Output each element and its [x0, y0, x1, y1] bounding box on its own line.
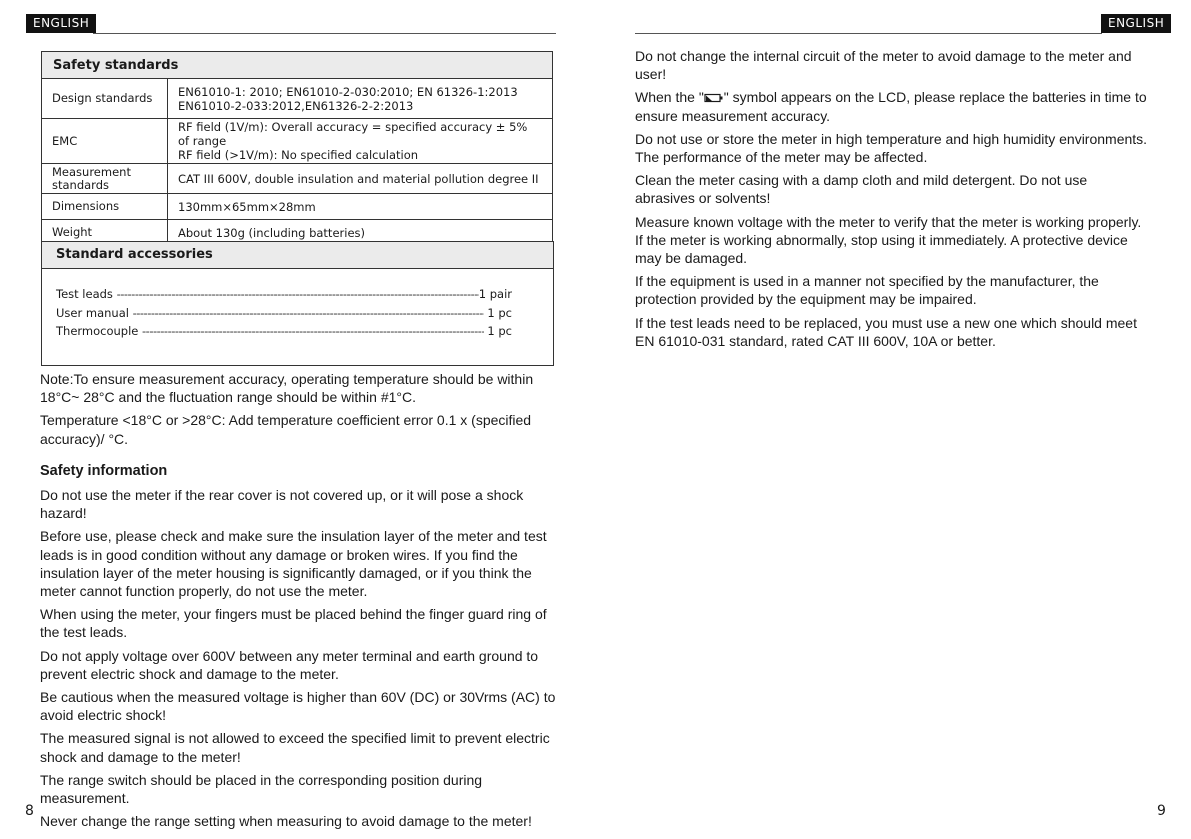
- safety-paragraph: Do not use the meter if the rear cover is not covered up, or it will pose a shock hazard!: [40, 487, 524, 522]
- safety-paragraph: When using the meter, your fingers must be placed behind the finger guard ring of the test leads.: [40, 606, 547, 641]
- language-label-right: ENGLISH: [1101, 14, 1171, 33]
- safety-standards-table: [41, 51, 553, 246]
- safety-paragraph: Never change the range setting when measuring to avoid damage to the meter!: [40, 813, 532, 830]
- safety-paragraph: If the equipment is used in a manner not specified by the manufacturer, the protection provided by the equipment may be impaired.: [635, 273, 1099, 308]
- temperature-note: Note:To ensure measurement accuracy, operating temperature should be within 18°C~ 28°C and the fluctuation range should be within #1°C.: [40, 371, 534, 406]
- header-rule-left: [93, 33, 556, 34]
- row-label: Dimensions: [42, 194, 168, 220]
- row-value: [168, 119, 553, 164]
- battery-paragraph: [635, 88, 1150, 124]
- dot-leader: [133, 304, 484, 323]
- text-span: " symbol appears on the LCD, please replace the batteries in time to ensure measurement accuracy.: [635, 89, 1147, 124]
- accessories-list: [42, 269, 553, 341]
- label-line: Measurement: [52, 164, 131, 179]
- battery-low-icon: [704, 93, 724, 103]
- dot-leader: [117, 285, 479, 304]
- accessory-name: User manual: [56, 305, 133, 320]
- temperature-coefficient-note: Temperature <18°C or >28°C: Add temperature coefficient error 0.1 x (specified accuracy)/ °C.: [40, 412, 532, 447]
- table-row: [42, 79, 553, 119]
- accessory-qty: 1 pc: [483, 305, 512, 320]
- safety-paragraph: If the test leads need to be replaced, you must use a new one which should meet EN 61010-031 standard, rated CAT III 600V, 10A or better.: [635, 314, 1137, 349]
- safety-paragraph: The measured signal is not allowed to exceed the specified limit to prevent electric shock and damage to the meter!: [40, 730, 550, 765]
- accessory-name: Test leads: [56, 287, 117, 301]
- value-line: RF field (>1V/m): No specified calculation: [178, 148, 419, 162]
- value-line: RF field (1V/m): Overall accuracy = specified accuracy ± 5% of range: [178, 120, 528, 148]
- table-row: [42, 119, 553, 164]
- list-item: [56, 322, 512, 341]
- safety-paragraph: Clean the meter casing with a damp cloth and mild detergent. Do not use abrasives or solvents!: [635, 172, 1088, 207]
- row-label: Weight: [42, 220, 168, 246]
- page-number-left: 8: [25, 803, 34, 819]
- page-number-right: 9: [1157, 803, 1166, 819]
- safety-paragraph: Do not change the internal circuit of the meter to avoid damage to the meter and user!: [635, 48, 1132, 83]
- right-page-text: [635, 47, 1150, 355]
- standard-accessories-title: Standard accessories: [42, 242, 553, 269]
- value-line: EN61010-1: 2010; EN61010-2-030:2010; EN 61326-1:2013: [178, 84, 518, 99]
- safety-paragraph: Measure known voltage with the meter to verify that the meter is working properly. If the meter is working abnormally, stop using it immediately. A protective device may be damaged.: [635, 213, 1142, 267]
- row-value: 130mm×65mm×28mm: [168, 194, 553, 220]
- safety-paragraph: Before use, please check and make sure the insulation layer of the meter and test leads is in good condition without any damage or broken wires. If you find the insulation layer of the meter housing is significantly damaged, or if you think the meter cannot function properly, do not use the meter.: [40, 528, 547, 600]
- safety-paragraph: Do not use or store the meter in high temperature and high humidity environments. The performance of the meter may be affected.: [635, 130, 1148, 166]
- row-value: CAT III 600V, double insulation and material pollution degree II: [168, 164, 553, 194]
- row-value: [168, 79, 553, 119]
- list-item: [56, 304, 512, 323]
- text-span: When the ": [635, 89, 704, 106]
- safety-standards-title: Safety standards: [42, 52, 553, 79]
- accessory-qty: 1 pc: [483, 324, 512, 338]
- table-row: [42, 194, 553, 220]
- dot-leader: [142, 322, 484, 341]
- label-line: standards: [52, 177, 110, 192]
- header-rule-right: [635, 33, 1102, 34]
- table-row: [42, 164, 553, 194]
- safety-paragraph: Be cautious when the measured voltage is higher than 60V (DC) or 30Vrms (AC) to avoid electric shock!: [40, 689, 556, 724]
- list-item: [56, 285, 512, 304]
- safety-paragraph: The range switch should be placed in the corresponding position during measurement.: [40, 771, 483, 807]
- safety-information-heading: Safety information: [40, 462, 168, 479]
- left-page-text: [40, 370, 558, 835]
- standard-accessories-box: [41, 241, 554, 366]
- value-line: EN61010-2-033:2012,EN61326-2-2:2013: [178, 98, 414, 113]
- safety-paragraph: Do not apply voltage over 600V between any meter terminal and earth ground to prevent electric shock and damage to the meter.: [40, 647, 539, 682]
- row-value: About 130g (including batteries): [168, 220, 553, 246]
- row-label: [42, 164, 168, 194]
- accessory-name: Thermocouple: [56, 324, 143, 338]
- accessory-qty: 1 pair: [478, 287, 512, 301]
- row-label: Design standards: [42, 79, 168, 119]
- language-label-left: ENGLISH: [26, 14, 96, 33]
- row-label: EMC: [42, 119, 168, 164]
